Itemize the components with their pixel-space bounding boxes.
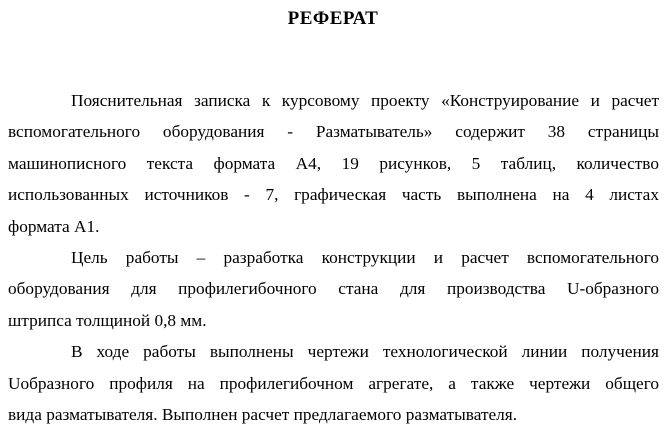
document-body <box>8 85 659 430</box>
text-line: Цель работы – разработка конструкции и расчет вспомогательного <box>71 248 659 268</box>
text-line: формата А1. <box>8 216 100 236</box>
text-line: оборудования для профилегибочного стана для производства U-образного <box>8 279 659 299</box>
text-line: штрипса толщиной 0,8 мм. <box>8 310 207 330</box>
text-line: вида разматывателя. Выполнен расчет предлагаемого разматывателя. <box>8 405 518 425</box>
paragraph-goal <box>8 242 659 336</box>
paragraph-work-done <box>8 336 659 430</box>
text-line: В ходе работы выполнены чертежи технологической линии получения <box>71 342 659 362</box>
text-line: вспомогательного оборудования - Разматыватель» содержит 38 страницы <box>8 122 659 142</box>
paragraph-summary <box>8 85 659 242</box>
text-line: использованных источников - 7, графическая часть выполнена на 4 листах <box>8 185 659 205</box>
document-title: РЕФЕРАТ <box>287 8 379 29</box>
text-line: Пояснительная записка к курсовому проекту «Конструирование и расчет <box>71 91 659 110</box>
text-line: машинописного текста формата А4, 19 рисунков, 5 таблиц, количество <box>8 153 659 173</box>
text-line: Uобразного профиля на профилегибочном агрегате, а также чертежи общего <box>8 373 659 393</box>
